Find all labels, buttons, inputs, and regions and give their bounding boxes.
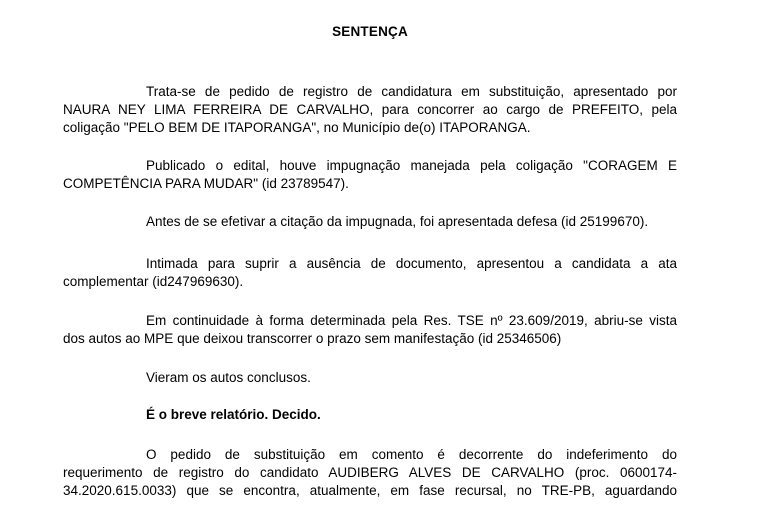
- paragraph-line: Em continuidade à forma determinada pela Res. TSE nº 23.609/2019, abriu-se vista: [146, 313, 677, 328]
- paragraph-5: [63, 312, 677, 348]
- paragraph-3: [63, 213, 677, 231]
- paragraph-line: Vieram os autos conclusos.: [146, 370, 311, 385]
- paragraph-7: [63, 406, 677, 424]
- paragraph-line: Publicado o edital, houve impugnação manejada pela coligação "CORAGEM E: [146, 158, 677, 173]
- paragraph-line: NAURA NEY LIMA FERREIRA DE CARVALHO, para concorrer ao cargo de PREFEITO, pela: [63, 102, 677, 117]
- paragraph-line: Intimada para suprir a ausência de documento, apresentou a candidata a ata: [146, 256, 677, 271]
- paragraph-8: [63, 446, 677, 500]
- paragraph-line: COMPETÊNCIA PARA MUDAR" (id 23789547).: [63, 176, 349, 191]
- paragraph-1: [63, 83, 677, 137]
- document-title: SENTENÇA: [332, 24, 408, 39]
- paragraph-4: [63, 255, 677, 291]
- paragraph-line: Antes de se efetivar a citação da impugnada, foi apresentada defesa (id 25199670).: [146, 214, 649, 229]
- paragraph-line: coligação "PELO BEM DE ITAPORANGA", no Município de(o) ITAPORANGA.: [63, 120, 531, 135]
- paragraph-2: [63, 157, 677, 193]
- paragraph-6: [63, 369, 677, 387]
- paragraph-line: O pedido de substituição em comento é decorrente do indeferimento do: [146, 447, 677, 462]
- paragraph-line: É o breve relatório. Decido.: [146, 407, 321, 422]
- paragraph-line: 34.2020.615.0033) que se encontra, atualmente, em fase recursal, no TRE-PB, aguardando: [63, 483, 677, 498]
- paragraph-line: dos autos ao MPE que deixou transcorrer o prazo sem manifestação (id 25346506): [63, 331, 562, 346]
- paragraph-line: requerimento de registro do candidato AUDIBERG ALVES DE CARVALHO (proc. 0600174-: [63, 465, 677, 480]
- paragraph-line: complementar (id247969630).: [63, 274, 244, 289]
- paragraph-line: Trata-se de pedido de registro de candidatura em substituição, apresentado por: [146, 84, 677, 99]
